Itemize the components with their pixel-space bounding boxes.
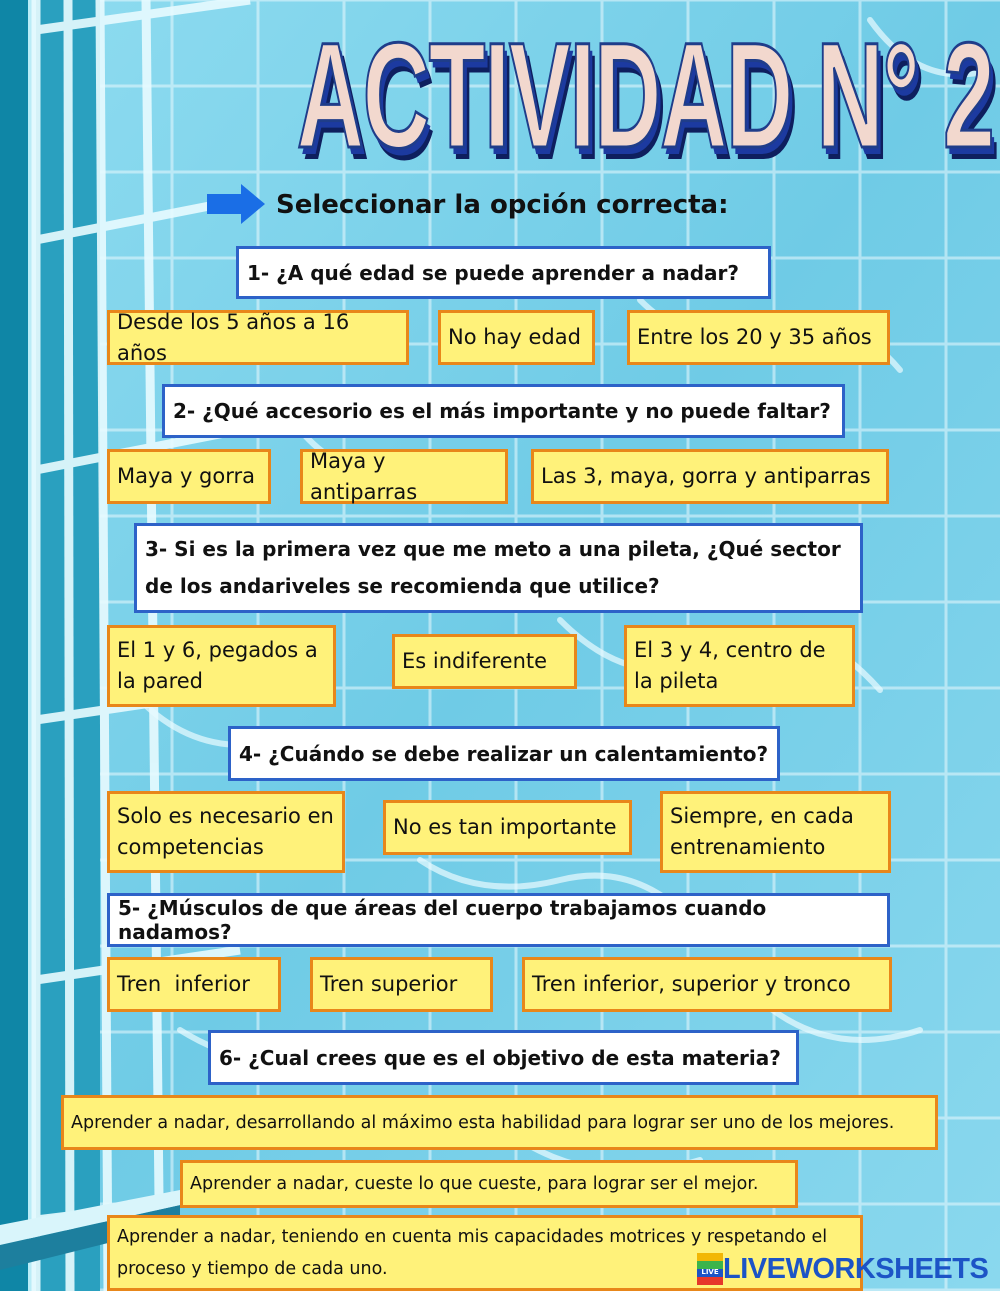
option-4a-line-1: Solo es necesario en [117,804,334,828]
question-5 [107,893,890,947]
option-6a[interactable] [61,1095,938,1150]
option-3b-text: Es indiferente [402,649,548,673]
liveworksheets-wordmark: LIVEWORKSHEETS [723,1252,989,1285]
option-1b[interactable] [438,310,595,365]
svg-text:LIVE: LIVE [701,1268,719,1276]
option-4c-text [670,801,854,863]
option-4a-text [117,801,334,863]
liveworksheets-badge-icon [697,1253,723,1285]
option-6c-line-2: proceso y tiempo de cada uno. [117,1259,388,1279]
page-title: ACTIVIDAD N° 2 [296,11,994,179]
option-5c[interactable] [522,957,892,1012]
question-4-text: 4- ¿Cuándo se debe realizar un calentamiento? [239,741,769,766]
option-6c-line-1: Aprender a nadar, teniendo en cuenta mis capacidades motrices y respetando el [117,1227,828,1247]
option-2b-text: Maya y antiparras [310,448,418,504]
option-4c-line-2: entrenamiento [670,835,826,859]
option-2c-text: Las 3, maya, gorra y antiparras [541,464,871,488]
option-3a-line-1: El 1 y 6, pegados a [117,638,318,662]
option-3a-text [117,635,318,697]
option-6b[interactable] [180,1160,798,1208]
option-4a-line-2: competencias [117,835,264,859]
option-4a[interactable] [107,791,345,873]
question-4 [228,726,780,781]
option-2a[interactable] [107,449,271,504]
question-3-line-2: de los andariveles se recomienda que utilice? [145,574,660,598]
option-3c-text [634,635,826,697]
option-2a-text: Maya y gorra [117,464,256,488]
question-1 [236,246,771,299]
option-1b-text: No hay edad [448,325,581,349]
option-4c-line-1: Siempre, en cada [670,804,854,828]
option-3c[interactable] [624,625,855,707]
liveworksheets-logo [697,1252,988,1286]
option-1c[interactable] [627,310,890,365]
option-3a[interactable] [107,625,336,707]
arrow-right-icon [207,184,265,224]
option-1c-text: Entre los 20 y 35 años [637,325,872,349]
question-3-text [145,531,841,605]
option-3a-line-2: la pared [117,669,203,693]
option-4b-text: No es tan importante [393,815,617,839]
question-3-line-1: 3- Si es la primera vez que me meto a una pileta, ¿Qué sector [145,537,841,561]
option-5b[interactable] [310,957,493,1012]
option-5c-text: Tren inferior, superior y tronco [532,972,851,996]
question-2 [162,384,845,438]
option-3b[interactable] [392,634,577,689]
option-2c[interactable] [531,449,889,504]
option-6b-text: Aprender a nadar, cueste lo que cueste, para lograr ser el mejor. [190,1174,759,1194]
option-3c-line-1: El 3 y 4, centro de [634,638,826,662]
option-4c[interactable] [660,791,891,873]
option-5b-text: Tren superior [320,972,458,996]
question-3 [134,523,863,613]
question-5-text: 5- ¿Músculos de que áreas del cuerpo trabajamos cuando nadamos? [118,896,767,944]
question-2-text: 2- ¿Qué accesorio es el más importante y no puede faltar? [173,399,831,423]
question-1-text: 1- ¿A qué edad se puede aprender a nadar? [247,260,740,285]
instruction-text: Seleccionar la opción correcta: [276,190,729,220]
option-1a[interactable] [107,310,409,365]
option-5a-text: Tren inferior [117,972,250,996]
question-6-text: 6- ¿Cual crees que es el objetivo de esta materia? [219,1045,781,1070]
option-5a[interactable] [107,957,281,1012]
option-3c-line-2: la pileta [634,669,719,693]
option-6a-text: Aprender a nadar, desarrollando al máximo esta habilidad para lograr ser uno de los mejores. [71,1112,895,1133]
option-1a-text: Desde los 5 años a 16 años [117,309,350,365]
question-6 [208,1030,799,1085]
option-2b[interactable] [300,449,508,504]
option-4b[interactable] [383,800,632,855]
